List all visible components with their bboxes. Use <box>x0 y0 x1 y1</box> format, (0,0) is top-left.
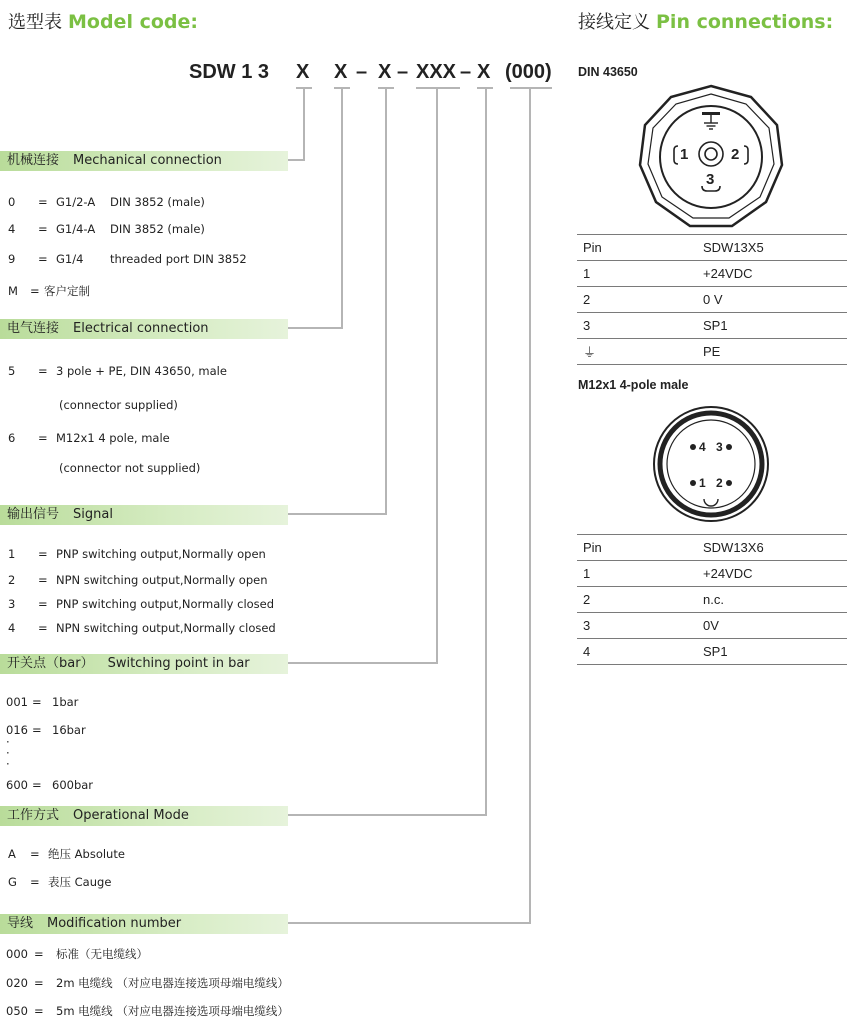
list-item: M = 客户定制 <box>8 284 90 298</box>
section-signal-bar <box>0 505 288 525</box>
model-code-xxx: XXX <box>416 61 457 83</box>
section-mode-bar <box>0 806 288 826</box>
list-item: 6 = M12x1 4 pole, male <box>8 431 170 445</box>
section-electrical-en: Electrical connection <box>73 321 209 336</box>
ellipsis-dots: · · · <box>6 735 10 771</box>
din-pin-1-label: 1 <box>680 146 689 163</box>
section-mechanical-cn: 机械连接 <box>7 153 60 168</box>
din-connector-diagram <box>638 84 784 230</box>
list-item: 1 = PNP switching output,Normally open <box>8 547 266 561</box>
model-code-x3: X <box>378 61 392 83</box>
section-mechanical-bar <box>0 151 288 171</box>
ground-icon: ⏚ <box>577 339 703 365</box>
m12-pin-4-label: 4 <box>699 440 706 454</box>
m12-header-model: SDW13X6 <box>703 535 847 561</box>
list-item: 000 = 标准（无电缆线） <box>6 947 148 961</box>
din-header-model: SDW13X5 <box>703 235 847 261</box>
m12-header-pin: Pin <box>577 535 703 561</box>
model-code-header-en: Model code: <box>68 11 198 33</box>
model-code-dash1: – <box>356 61 368 83</box>
model-code-header <box>8 8 198 34</box>
din-pin-2-label: 2 <box>731 146 740 163</box>
list-item: 9 = G1/4 threaded port DIN 3852 <box>8 252 247 266</box>
table-header-row <box>577 535 847 561</box>
model-code-prefix: SDW 1 3 <box>189 61 270 83</box>
table-row: 1 +24VDC <box>577 561 847 587</box>
list-item: 3 = PNP switching output,Normally closed <box>8 597 275 611</box>
section-electrical-cn: 电气连接 <box>7 321 60 336</box>
list-item: 5 = 3 pole + PE, DIN 43650, male <box>8 364 227 378</box>
m12-pin-2-label: 2 <box>716 476 723 490</box>
model-code-x2: X <box>334 61 348 83</box>
model-code-x1: X <box>296 61 310 83</box>
model-code-header-cn: 选型表 <box>8 12 62 33</box>
section-mode-cn: 工作方式 <box>7 808 60 823</box>
table-row: ⏚ PE <box>577 339 847 365</box>
din-title: DIN 43650 <box>578 65 638 79</box>
table-row: 3 SP1 <box>577 313 847 339</box>
din-header-pin: Pin <box>577 235 703 261</box>
section-modification-en: Modification number <box>47 916 182 931</box>
list-item: G = 表压 Cauge <box>8 875 112 889</box>
section-mode-en: Operational Mode <box>73 808 189 823</box>
m12-pin-3-label: 3 <box>716 440 723 454</box>
section-switching-cn: 开关点（bar） <box>7 656 94 671</box>
m12-pin-table <box>577 534 847 665</box>
list-item: 4 = G1/4-A DIN 3852 (male) <box>8 222 205 236</box>
list-item: 600 = 600bar <box>6 778 94 792</box>
din-pin-3-label: 3 <box>706 171 715 188</box>
list-item: 0 = G1/2-A DIN 3852 (male) <box>8 195 205 209</box>
section-signal-en: Signal <box>73 507 113 522</box>
section-modification-bar <box>0 914 288 934</box>
m12-title: M12x1 4-pole male <box>578 378 689 392</box>
list-item: 4 = NPN switching output,Normally closed <box>8 621 276 635</box>
model-code-dash3: – <box>460 61 472 83</box>
model-code-paren: (000) <box>505 61 552 83</box>
m12-pin-1-label: 1 <box>699 476 706 490</box>
list-item: 020 = 2m 电缆线 （对应电器连接选项母端电缆线） <box>6 976 289 990</box>
table-row: 3 0V <box>577 613 847 639</box>
table-row: 4 SP1 <box>577 639 847 665</box>
pin-connections-header-en: Pin connections: <box>656 11 834 33</box>
table-header-row <box>577 235 847 261</box>
list-item: 2 = NPN switching output,Normally open <box>8 573 268 587</box>
model-code-dash2: – <box>397 61 409 83</box>
list-item: 001 = 1bar <box>6 695 79 709</box>
section-switching-en: Switching point in bar <box>107 656 250 671</box>
list-item-sub: (connector not supplied) <box>59 461 201 475</box>
section-signal-cn: 输出信号 <box>7 507 60 522</box>
table-row: 2 0 V <box>577 287 847 313</box>
table-row: 2 n.c. <box>577 587 847 613</box>
section-electrical-bar <box>0 319 288 339</box>
din-pin-table <box>577 234 847 365</box>
list-item-sub: (connector supplied) <box>59 398 178 412</box>
section-switching-bar <box>0 654 288 674</box>
table-row: 1 +24VDC <box>577 261 847 287</box>
pin-connections-header-cn: 接线定义 <box>578 12 650 33</box>
list-item: 016 = 16bar <box>6 723 86 737</box>
model-code-x4: X <box>477 61 491 83</box>
m12-connector-diagram <box>652 405 770 523</box>
section-mechanical-en: Mechanical connection <box>73 153 222 168</box>
list-item: A = 绝压 Absolute <box>8 847 125 861</box>
pin-connections-header <box>578 8 833 34</box>
list-item: 050 = 5m 电缆线 （对应电器连接选项母端电缆线） <box>6 1004 289 1018</box>
section-modification-cn: 导线 <box>7 916 34 931</box>
